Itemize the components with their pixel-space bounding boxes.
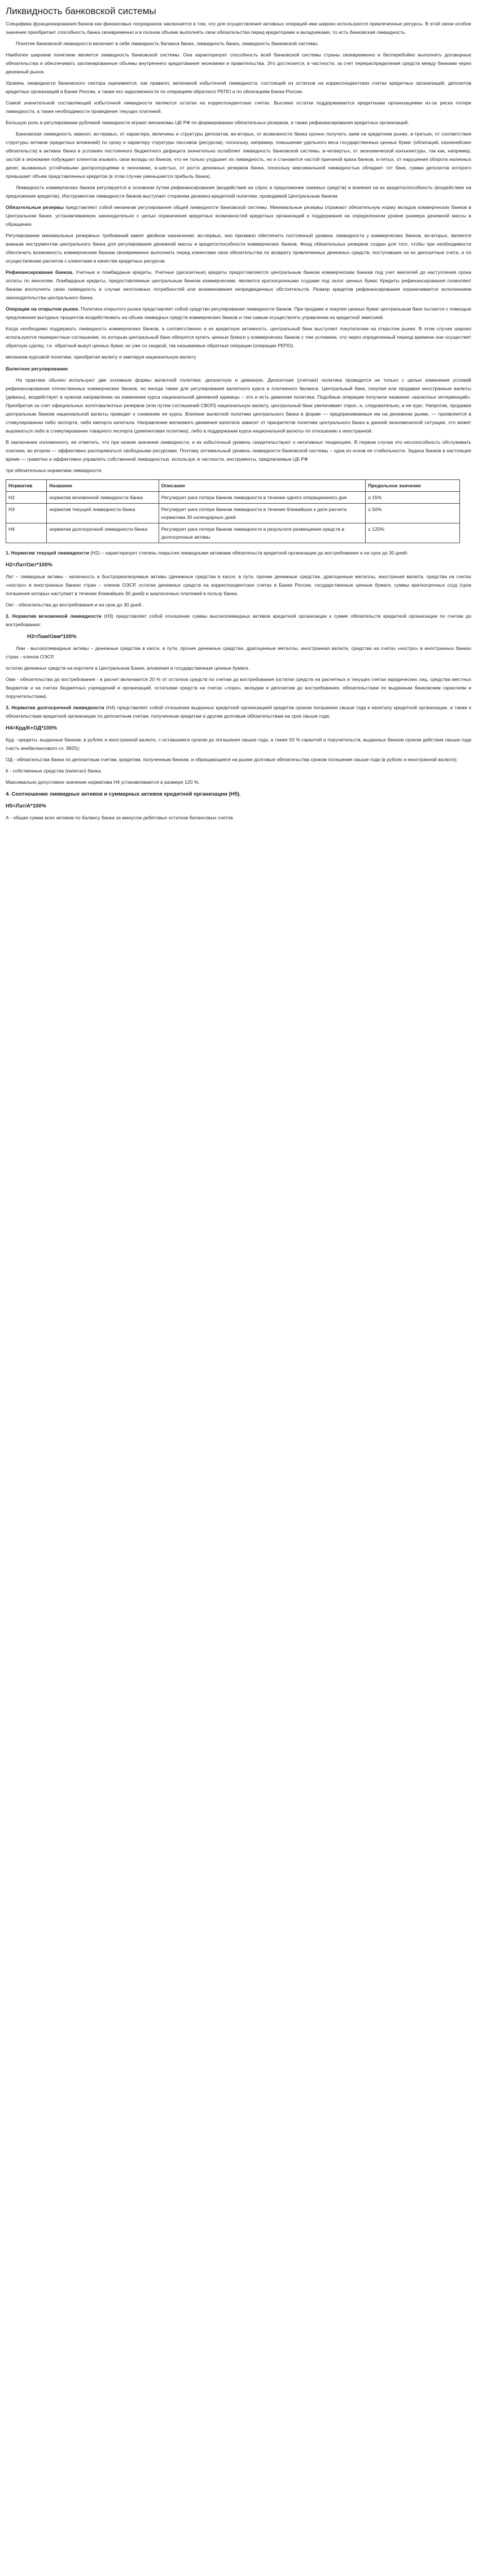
- page-title: Ликвидность банковской системы: [6, 6, 156, 16]
- table-cell: ≤ 120%: [366, 523, 460, 543]
- formula-n4: Н4=Крд/К+ОД*100%: [6, 725, 58, 731]
- paragraph: остатки денежных средств на корсчете в Центральном Банке, вложения в государственные ценные бумаги.: [6, 665, 250, 671]
- table-row: [6, 523, 460, 543]
- norm-n2-intro: [6, 549, 471, 557]
- paragraph: Лат – ликвидные активы - наличность и быстрореализуемые активы (денежные средства в кассе, в пути, прочие денежные средства, драгоценные металлы, инострнная валюта, средства на счетах «ностро» в иностранных банках стран – членов ОЭСР, остатки денежных средств на корреспондентских счетах в Банке России, государственные ценные бумаги, суммы краткосрочных ссуд (срок погашения которых наступает в течение ближайших 30 дней) и аналогичных платежей в пользу банка.: [6, 574, 471, 596]
- table-cell: Регулирует риск потери банком ликвидности в результате размещения средств в долгосрочные активы: [159, 523, 365, 543]
- table-cell: ≥ 50%: [366, 504, 460, 523]
- table-caption: три обязательных норматива ликвидности: [6, 468, 102, 473]
- paragraph: механизм курсовой политики, приобретая валюту и эмитируя национальную валюту: [6, 354, 196, 360]
- term-refinancing: Рефинансирование банков.: [6, 269, 74, 275]
- norm-n4-intro: [6, 704, 471, 721]
- table-header-cell: Описание: [159, 480, 365, 492]
- paragraph: Большую роль в регулировании рублевой ликвидности играют механизмы ЦБ РФ по формированию обязательных резервов, а также рефинансирования кредитных организаций.: [6, 120, 409, 125]
- paragraph: ОД - обязательства банка по депозитным счетам, кредитам, полученным банком, и обращающиеся на рынке долговые обязательства сроком погашения свыше года (в рублях и иностранной валюте);: [6, 757, 458, 762]
- formula-n3: Н3=Лам/Овм*100%: [27, 634, 77, 640]
- paragraph: Ликвидность коммерческих банков регулируется в основном путем рефинансирования (воздействие на спрос и предложение заемных средств) и влияния на их кредитоспособность (воздействие на предложение кредитов). Инструментом ликвидности банков выступает стержнем денежно-кредитной политики, проводимой Центральным банком.: [6, 185, 471, 199]
- table-cell: Регулирует риск потери банком ликвидности в течение ближайших к дате расчета норматива 30 календарных дней: [159, 504, 365, 523]
- term-openmarket: Операции на открытом рынке.: [6, 306, 80, 312]
- paragraph: Наиболее широким понятием является ликвидность банковской системы. Она характеризует способность всей банковской системы страны своевременно и бесперебойно выполнять договорные обязательства и обеспечивать запланированные объемы внутреннего кредитования экономики и правительства. Это достигается, в частности, за счет перераспределения средств между банками через денежный рынок.: [6, 52, 471, 75]
- paragraph: К - собственные средства (капитал) банка.: [6, 768, 102, 774]
- paragraph: Когда необходимо поддержать ликвидность коммерческих банков, а соответственно и их кредитную активность, центральный банк выступает покупателем на открытом рынке. В этом случае широко используются перекрестные соглашения, по которым центральный банк обязуется купить ценные бумаги у коммерческих банков с тем условием, что через определенный период времени они осуществят обратную сделку, т.е. обратный выкуп ценных бумаг, но уже со скидкой, так называемые обратные операции (операции РЕПО).: [6, 326, 471, 348]
- paragraph: Самой значительной составляющей избыточной ликвидности являются остатки на корреспондентских счетах. Высокие остатки поддерживаются кредитными организациями из-за риска потери ликвидности, а также необходимости проведения текущих платежей.: [6, 100, 471, 114]
- table-cell: ≥ 15%: [366, 492, 460, 504]
- paragraph: Максимально допустимое значение норматива Н4 устанавливается в размере 120 %.: [6, 779, 200, 785]
- table-cell: норматив мгновенной ликвидности банка: [47, 492, 159, 504]
- paragraph-openmarket: [6, 305, 471, 322]
- table-row: [6, 504, 460, 523]
- table-header-row: [6, 480, 460, 492]
- norm-n4-text: (Н4) представляет собой отношение выданных кредитной организацией кредитов сроком погашения свыше года к капиталу кредитной организации, а также к обязательствам кредитной организации по депозитным счетам, полученным кредитам и другим долговым обязательствам на срок свыше года:: [6, 705, 471, 719]
- liquidity-norms-table: [6, 479, 460, 543]
- norm-n3-intro: [6, 612, 471, 629]
- table-cell: норматив долгосрочной ликвидности банка: [47, 523, 159, 543]
- paragraph-refinancing: [6, 268, 471, 302]
- norm-n3-heading: 2. Норматив мгновенной ликвидности: [6, 613, 102, 619]
- article-body: [6, 20, 471, 822]
- table-row: [6, 492, 460, 504]
- table-header-cell: Название: [47, 480, 159, 492]
- paragraph: Банковская ликвидность зависит, во-первых, от характера, величины и структуры депозитов, во-вторых, от возможности банка срочно получить заем на кредитном рынке, в-третьих, от соответствия структуры активов (кредитных вложений) по сроку и характеру структуры пассивов (ресурсов), поскольку, например, повышение удельного веса государственных ценных бумаг (облигаций, казначейских обязательств) в активах банка в условиях постоянного бюджетного дефицита значительно ослабляет ликвидность банковской системы, в-четвертых, от экономической конъюнктуры, так как, например, застой в экономике побуждает клиентов изымать свои вклады из банков, что не только ухудшает их ликвидность, но и становится частой причиной краха банков, в-пятых, от нарушения оборота наличных денег, вызванных устойчивыми диспропорциями в экономике, в-шестых, от роста денежных резервов банка, поскольку максимальной ликвидностью обладает тот банк, сумма депозитов которого превышает объем представленных кредитов (в этом случае уменьшается прибыль банка).: [6, 131, 471, 179]
- paragraph: Регулирование минимальных резервных требований имеет двойное назначение: во-первых, оно призвано обеспечить постоянный уровень ликвидности у коммерческих банков, во-вторых, является важным инструментом центрального банка для регулирования денежной массы и кредитоспособности коммерческих банков. Фонд обязательных резервов создан для того, чтобы при необходимости обеспечить возможность коммерческим банкам своевременно выполнить перед клиентами свои обязательства по возврату привлеченных денежных средств, поступивших на их депозитные счета, и по осуществлению расчетов с клиентами в качестве кредитных ресурсов.: [6, 233, 471, 264]
- paragraph: Овт - обязательства до востребования и на срок до 30 дней .: [6, 602, 144, 608]
- paragraph: Крд - кредиты, выданные банком, в рублях и иностранной валюте, с оставшимся сроком до погашения свыше года, а также 50 % гарантий и поручительств, выданных банком сроком действия свыше года (часть внебалансового сч. 9925);: [6, 737, 471, 751]
- table-cell: Н3: [6, 504, 47, 523]
- paragraph: А - общая сумма всех активов по балансу банка за минусом дебетовых остатков балансовых счетов.: [6, 815, 234, 820]
- table-cell: Регулирует риск потери банком ликвидности в течение одного операционного дня: [159, 492, 365, 504]
- table-header-cell: Предельное значение: [366, 480, 460, 492]
- norm-n3-text: (Н3) представляет собой отношение суммы высоколиквидных активов кредитной организации к сумме обязательств кредитной организации по счетам до востребования:: [6, 613, 471, 627]
- norm-n2-text: (Н2) – характеризует степень покрытия ликвидными активами обязательств кредитной организации до востребования и на срок до 30 дней:: [89, 550, 408, 556]
- paragraph: Специфика функционирования банков как финансовых посредников заключается в том, что для осуществления активных операций ими широко используются привлеченные ресурсы. В этой связи особое значение приобретает способность банка своевременно и в полном объеме выполнять свои обязательства перед кредиторами и вкладчиками, то есть банковская ликвидность.: [6, 21, 471, 35]
- section-heading-currency: Валютное регулирование: [6, 366, 68, 372]
- norm-n4-heading: 3. Норматив долгосрочной ликвидности: [6, 705, 104, 710]
- term-reserves: Обязательные резервы: [6, 204, 64, 210]
- paragraph: В заключение изложенного, ее отметить, что при низкие значения ликвидности, и их избыточный уровень свидетельствуют о негативных тенденциях. В первом случае это несопособность обслуживать платежи, во втором — эффективно распоряжаться свободными ресурсами. Поэтому оптимальный уровень ликвидности банковской системы – одна из основ ее стабильности. Задача банков в настоящее время — грамотно и эффективно управлять собственной ликвидностью, используя, в частности, инструменты, предлагаемые ЦБ РФ: [6, 439, 471, 462]
- norm-n5-heading: 4. Соотношение ликвидных активов и суммарных активов кредитной организации (Н5).: [6, 791, 241, 797]
- table-header-cell: Норматив: [6, 480, 47, 492]
- paragraph: На практике обычно используют две основные формы валютной политики: дисконтную и девизную. Дисконтная (учетная) политика проводится не только с целью изменения условий рефинансирования отечественных коммерческих банков, но иногда также для регулирования валютного курса и платежного баланса. Центральный банк, покупая или продавая иностранные валюты (девизы), воздействует в нужном направлении на изменение курса национальной денежной единицы – это и есть девизная политика. Подобные операции получили название «валютных интервенций». Приобретая за счет официальных золотовалютных резервов (или путем соглашений СВОП) национальную валюту, центральный банк увеличивает спрос, и, следовательно, и ее курс. Напротив, продавая центральным банком национальной валюты приводит к снижению ее курса. Влияние валютной политики центрального банка в форме — предпринимаемые им на денежном рынке, — проявляется в стимулировании либо экспорта, либо импорта капитала. Направление желаемого движения капитала зависит от приоритетов политики центрального банка в данной экономической ситуации, что может выражаться либо в стимулировании товарного экспорта (демпинговая политика), либо в поддержании курса национальной валюты по отношению к иностранной.: [6, 377, 471, 434]
- refinancing-text: Учетные и ломбардные кредиты. Учетные (дисконтные) кредиты предоставляются центральным банком коммерческим банкам под учет векселей до наступления срока оплаты по векселям. Ломбардные кредиты, предоставляемые центральным банком коммерческим, являются краткосрочными ссудами под залог ценных бумаг. Кредиты рефинансирования позволяют банкам восполнять свою ликвидность в случае неотложных потребностей или возникновения непредвиденных обстоятельств. Размер кредитов рефинансирования ограничивается исполнением законодательства центрального банка.: [6, 269, 471, 300]
- paragraph: Овм - обязательства до востребования - в расчет включаются 20 % от остатков средств по счетам до востребования (остатки средств на расчетных и текущих счетах юридических лиц, средства местных бюджетов и на счетах бюджетных учреждений и организаций, остатками средств на счетах «лоро», вкладам и депозитам до востребования, обязательствам по выданным банковским гарантиям и поручительствам).: [6, 676, 471, 699]
- table-cell: Н4: [6, 523, 47, 543]
- paragraph-reserves: [6, 203, 471, 229]
- formula-n2: Н2=Лат/Овт*100%: [6, 562, 52, 568]
- table-cell: норматив текущей ликвидности банка: [47, 504, 159, 523]
- formula-n5: Н5=Лат/А*100%: [6, 803, 47, 809]
- paragraph: Лам - высоколиквидные активы – денежные средства в кассе, в пути, прочие денежные средства, драгоценные металлы, иностранная валюта, средства на счетах «ностро» в иностранных банках стран - членов ОЭСР,: [6, 645, 471, 660]
- paragraph: Понятие банковской ликвидности включает в себя ликвидность баланса банка, ликвидность банка, ликвидность банковской системы.: [16, 41, 319, 46]
- norm-n2-heading: 1. Норматив текущей ликвидности: [6, 550, 89, 556]
- paragraph: Уровень ликвидности банковского сектора оценивается, как правило, величиной избыточной ликвидности, состоящей из остатков на корреспондентских счетах кредитных организаций, депозитов кредитных организаций в Банке России, а также его задолженности по операциям обратного РЕПО и по облигациям Банка России.: [6, 80, 471, 94]
- reserves-text: представляют собой механизм регулирования общей ликвидности банковской системы. Минимальные резервы отражают обязательную норму вкладов коммерческих банков в Центральном банке, устанавливаемую законодательно с целью ограничения кредитных возможностей кредитных организаций и поддержания на определенном уровне размера денежной массы в обращении.: [6, 204, 471, 227]
- table-cell: Н2: [6, 492, 47, 504]
- openmarket-text: Политика открытого рынка представляет собой средство регулирования ликвидности банков. При продаже и покупке ценных бумаг центральным банк пытается с помощью предложения выгодных процентов воздействовать на объем ликвидных средств коммерческих банков и тем самым осуществлять управление их кредитной эмиссией.: [6, 306, 471, 320]
